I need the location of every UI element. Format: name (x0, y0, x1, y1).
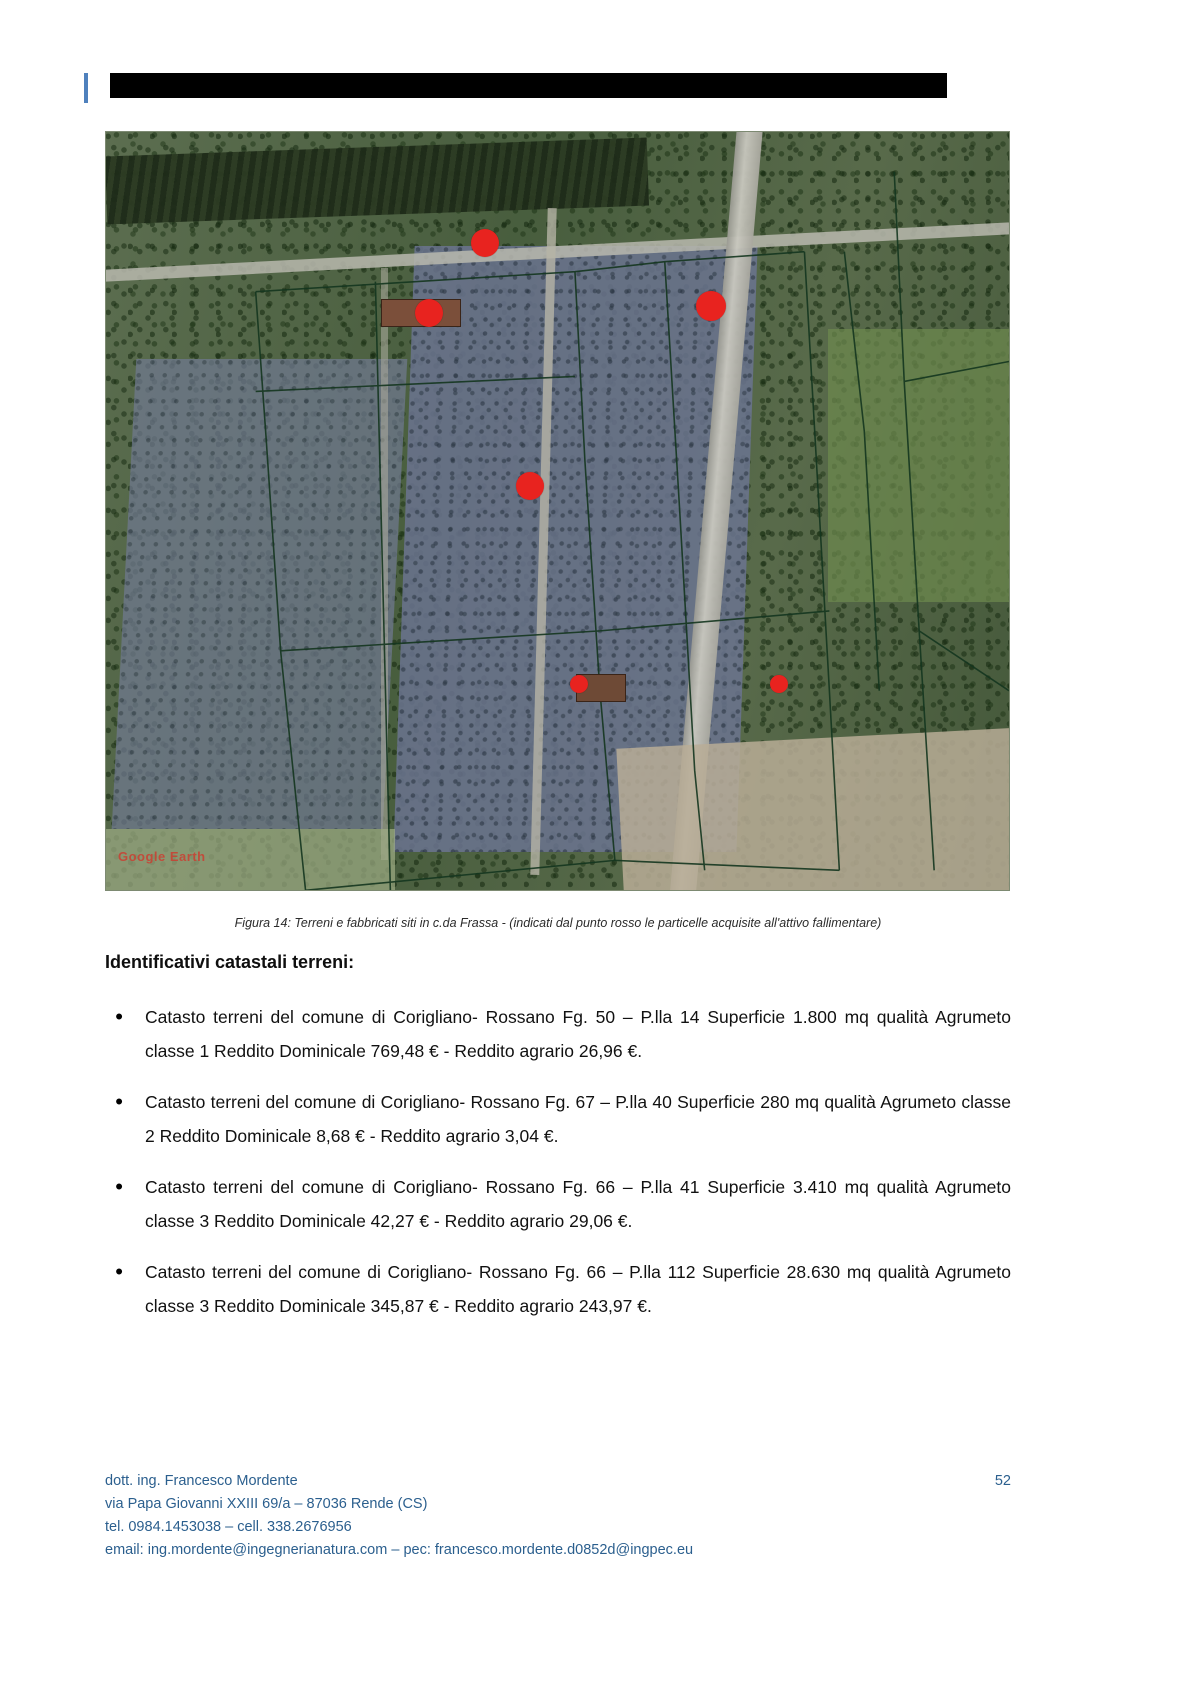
footer-phone: tel. 0984.1453038 – cell. 338.2676956 (105, 1519, 352, 1535)
cadastral-list (105, 1000, 1011, 1340)
document-header (84, 68, 1104, 102)
marker-5 (570, 675, 588, 693)
figure-caption: Figura 14: Terreni e fabbricati siti in c.da Frassa - (indicati dal punto rosso le particelle acquisite all'attivo fallimentare) (234, 916, 882, 930)
list-item (105, 1085, 1011, 1153)
cadastral-boundary-lines (106, 132, 1009, 890)
footer-email-label: email: (105, 1542, 148, 1558)
list-item-text: Catasto terreni del comune di Corigliano- Rossano Fg. 67 – P.lla 40 Superficie 280 mq qualità Agrumeto classe 2 Reddito Dominicale 8,68 € - Reddito agrario 3,04 €. (145, 1092, 1011, 1146)
list-item-text: Catasto terreni del comune di Corigliano- Rossano Fg. 50 – P.lla 14 Superficie 1.800 mq qualità Agrumeto classe 1 Reddito Dominicale 769,48 € - Reddito agrario 26,96 €. (145, 1007, 1011, 1061)
imagery-watermark: Google Earth (118, 849, 206, 864)
marker-6 (770, 675, 788, 693)
footer-pec-label: – pec: (387, 1542, 435, 1558)
list-item-text: Catasto terreni del comune di Corigliano- Rossano Fg. 66 – P.lla 41 Superficie 3.410 mq qualità Agrumeto classe 3 Reddito Dominicale 42,27 € - Reddito agrario 29,06 €. (145, 1177, 1011, 1231)
bullet-icon: • (115, 1259, 123, 1284)
footer-address: via Papa Giovanni XXIII 69/a – 87036 Rende (CS) (105, 1496, 428, 1512)
email-link[interactable]: ing.mordente@ingegnerianatura.com (147, 1542, 388, 1558)
bullet-icon: • (115, 1089, 123, 1114)
bullet-icon: • (115, 1174, 123, 1199)
list-item-text: Catasto terreni del comune di Corigliano- Rossano Fg. 66 – P.lla 112 Superficie 28.630 mq qualità Agrumeto classe 3 Reddito Dominicale 345,87 € - Reddito agrario 243,97 €. (145, 1262, 1011, 1316)
list-item (105, 1170, 1011, 1238)
section-heading: Identificativi catastali terreni: (105, 952, 355, 972)
document-footer (105, 1470, 1011, 1562)
aerial-photo-figure (105, 131, 1010, 891)
header-accent-tick (84, 73, 88, 103)
page-number: 52 (994, 1473, 1011, 1489)
footer-author: dott. ing. Francesco Mordente (105, 1473, 298, 1489)
marker-1 (471, 229, 499, 257)
bullet-icon: • (115, 1004, 123, 1029)
list-item (105, 1255, 1011, 1323)
pec-link[interactable]: francesco.mordente.d0852d@ingpec.eu (434, 1542, 694, 1558)
footer-email-row (105, 1539, 1011, 1562)
redacted-header-bar (110, 73, 947, 98)
list-item (105, 1000, 1011, 1068)
